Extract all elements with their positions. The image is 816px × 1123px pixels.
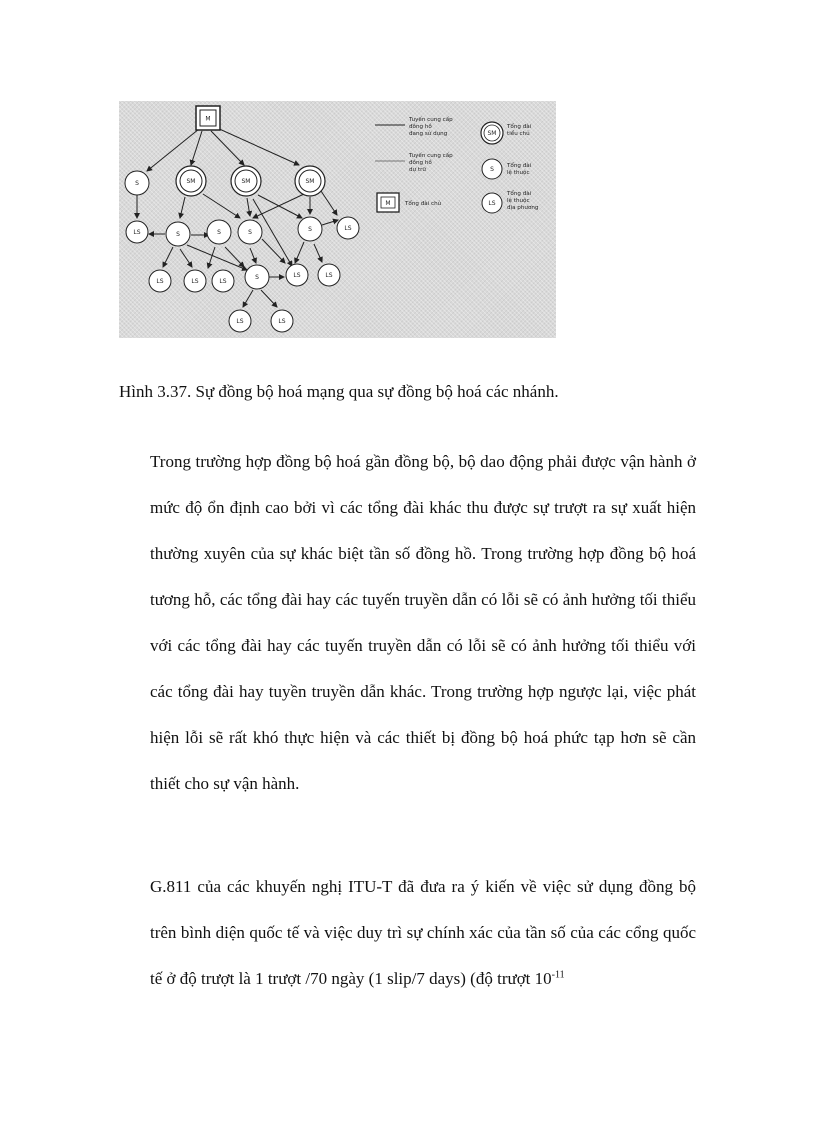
exponent: -11	[551, 969, 565, 981]
svg-text:S: S	[176, 231, 180, 238]
local-slave-node	[126, 221, 148, 243]
svg-text:LS: LS	[236, 318, 244, 325]
svg-text:tiểu chủ: tiểu chủ	[507, 131, 530, 137]
local-slave-node	[212, 270, 234, 292]
diagram-legend	[375, 116, 539, 213]
svg-text:Tuyến cung cấp: Tuyến cung cấp	[409, 153, 453, 159]
master-node	[196, 106, 220, 130]
svg-text:lệ thuộc: lệ thuộc	[507, 170, 530, 176]
paragraph-text: G.811 của các khuyến nghị ITU-T đã đưa ra ý kiến về việc sử dụng đồng bộ trên bình diện quốc tế và việc duy trì sự chính xác của tần số của các cổng quốc tế ở độ trượt là 1 trượt /70 ngày (1 slip/7 days) (độ trượt 10	[150, 877, 696, 988]
slave-node	[298, 217, 322, 241]
submaster-node	[295, 166, 325, 196]
svg-text:dự trữ: dự trữ	[409, 167, 426, 173]
local-slave-node	[318, 264, 340, 286]
slave-node	[125, 171, 149, 195]
local-slave-node	[271, 310, 293, 332]
svg-text:lệ thuộc: lệ thuộc	[507, 198, 530, 204]
svg-text:S: S	[248, 229, 252, 236]
local-slave-node	[184, 270, 206, 292]
diagram-svg	[119, 101, 556, 338]
network-sync-diagram	[119, 101, 556, 338]
svg-text:Tổng đài: Tổng đài	[507, 191, 532, 197]
figure-caption: Hình 3.37. Sự đồng bộ hoá mạng qua sự đồng bộ hoá các nhánh.	[119, 382, 559, 401]
svg-text:LS: LS	[191, 278, 199, 285]
slave-node	[238, 220, 262, 244]
body-paragraph-itu	[150, 864, 696, 1002]
svg-text:Tổng đài: Tổng đài	[507, 124, 532, 130]
svg-text:LS: LS	[293, 272, 301, 279]
local-slave-node	[149, 270, 171, 292]
svg-text:địa phương: địa phương	[507, 205, 539, 211]
svg-text:LS: LS	[278, 318, 286, 325]
svg-text:M: M	[205, 115, 211, 123]
submaster-node	[176, 166, 206, 196]
svg-text:SM: SM	[241, 178, 251, 185]
svg-text:đồng hồ: đồng hồ	[409, 160, 432, 166]
svg-text:Tuyến cung cấp: Tuyến cung cấp	[409, 117, 453, 123]
svg-text:đồng hồ: đồng hồ	[409, 124, 432, 130]
svg-text:SM: SM	[186, 178, 196, 185]
local-slave-node	[286, 264, 308, 286]
svg-text:LS: LS	[344, 225, 352, 232]
svg-text:LS: LS	[133, 229, 141, 236]
svg-text:S: S	[135, 180, 139, 187]
svg-text:LS: LS	[325, 272, 333, 279]
slave-node	[166, 222, 190, 246]
svg-text:Tổng đài chủ: Tổng đài chủ	[405, 201, 442, 207]
slave-node	[245, 265, 269, 289]
svg-text:S: S	[490, 166, 494, 173]
submaster-node	[231, 166, 261, 196]
svg-text:LS: LS	[156, 278, 164, 285]
svg-text:S: S	[308, 226, 312, 233]
slave-node	[207, 220, 231, 244]
svg-text:LS: LS	[219, 278, 227, 285]
svg-text:đang sử dụng: đang sử dụng	[409, 131, 448, 137]
body-paragraph: Trong trường hợp đồng bộ hoá gần đồng bộ, bộ dao động phải được vận hành ở mức độ ổn định cao bởi vì các tổng đài khác thu được sự trượt ra sự xuất hiện thường xuyên của sự khác biệt tần số đồng hồ. Trong trường hợp đồng bộ hoá tương hỗ, các tổng đài hay các tuyến truyền dẫn có lỗi sẽ có ảnh hưởng tối thiểu với các tổng đài hay các tuyến truyền dẫn có lỗi sẽ có ảnh hưởng tối thiểu với các tổng đài hay tuyền truyền dẫn khác. Trong trường hợp ngược lại, việc phát hiện lỗi sẽ rất khó thực hiện và các thiết bị đồng bộ hoá phức tạp hơn sẽ cần thiết cho sự vận hành.	[150, 452, 696, 793]
svg-text:S: S	[217, 229, 221, 236]
svg-text:SM: SM	[305, 178, 315, 185]
svg-text:S: S	[255, 274, 259, 281]
svg-text:Tổng đài: Tổng đài	[507, 163, 532, 169]
svg-text:SM: SM	[487, 130, 497, 137]
svg-text:M: M	[385, 200, 391, 207]
local-slave-node	[229, 310, 251, 332]
local-slave-node	[337, 217, 359, 239]
svg-text:LS: LS	[488, 200, 496, 207]
